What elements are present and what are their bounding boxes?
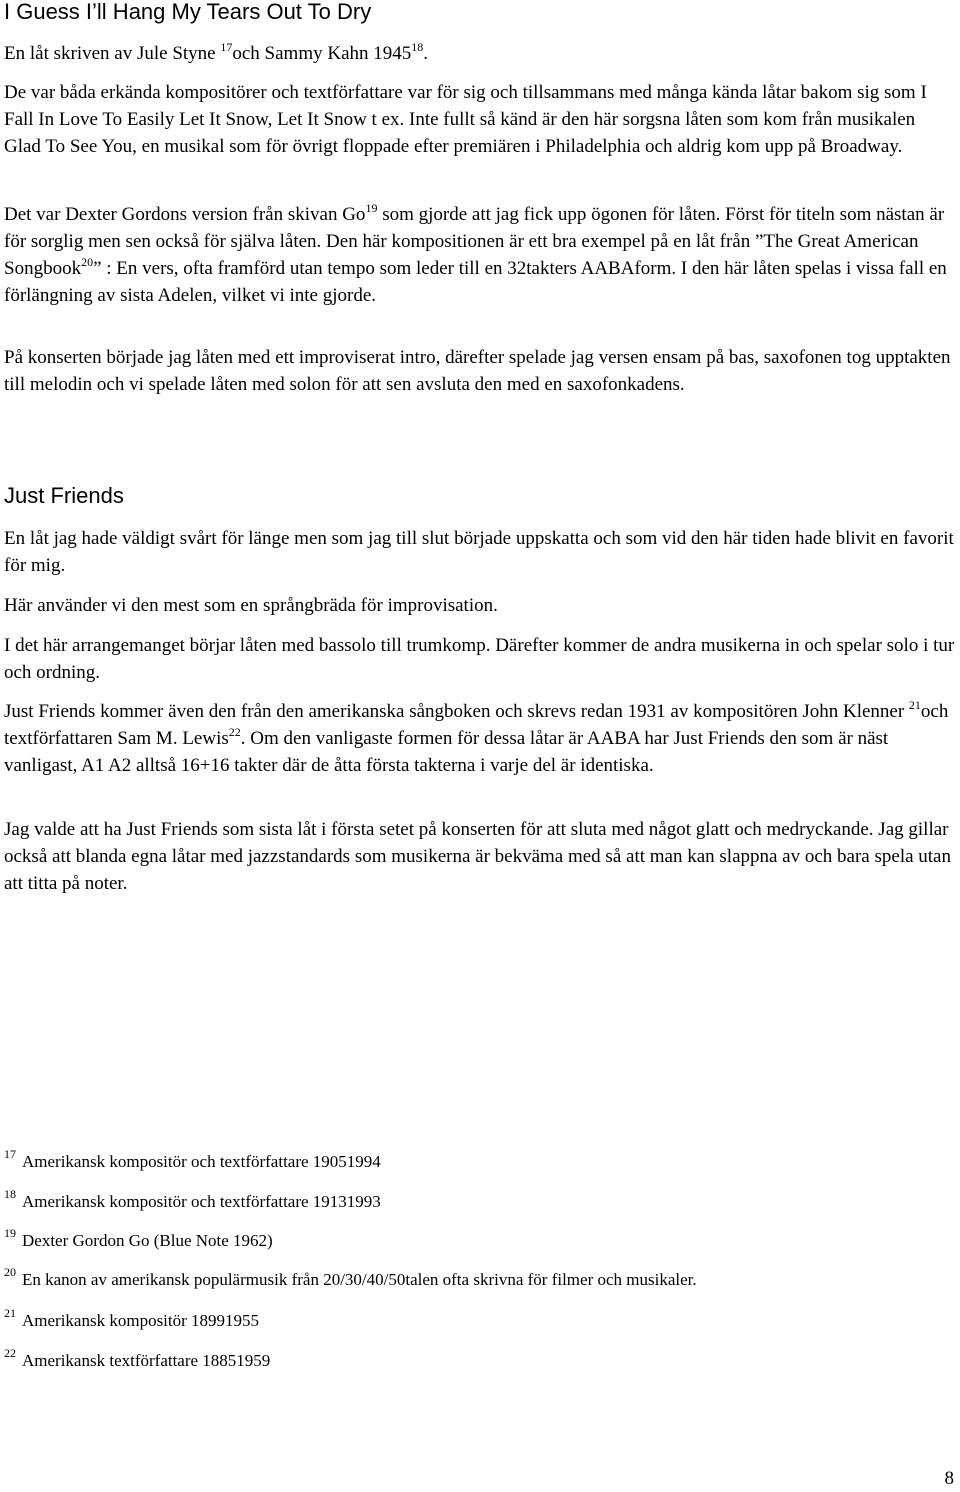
paragraph: På konserten började jag låten med ett improviserat intro, därefter spelade jag versen ensam på bas, saxofonen tog upptakten till melodin och vi spelade låten med solon för att sen avsluta den med en saxofonkadens. [4,347,951,395]
footnote-number: 18 [4,1187,16,1201]
paragraph: De var båda erkända kompositörer och textförfattare var för sig och tillsammans med många kända låtar bakom sig som I Fall In Love To Easily Let It Snow, Let It Snow t ex. Inte fullt så känd är den här sorgsna låten som kom från musikalen Glad To See You, en musikal som för övrigt floppade efter premiären i Philadelphia och aldrig kom upp på Broadway. [4,82,927,157]
intro-text: En låt skriven av Jule Styne [4,43,216,64]
paragraph: Jag valde att ha Just Friends som sista låt i första setet på konserten för att sluta med något glatt och medryckande. Jag gillar också att blanda egna låtar med jazzstandards som musikerna är bekväma med så att man kan slappna av och bara spela utan att titta på noter. [4,819,951,894]
footnote-text: Amerikansk kompositör 18991955 [22,1311,260,1330]
footnote-ref[interactable]: 22 [228,725,241,739]
footnote-text: Dexter Gordon Go (Blue Note 1962) [22,1231,273,1250]
paragraph: En låt jag hade väldigt svårt för länge men som jag till slut började uppskatta och som vid den här tiden hade blivit en favorit för mig. [4,528,954,576]
footnote-ref[interactable]: 20 [81,255,94,269]
paragraph-text: ” : En vers, ofta framförd utan tempo som leder till en 32takters AABAform. I den här låten spelas i vissa fall en förlängning av sista Adelen, vilket vi inte gjorde. [4,258,947,306]
intro-text: . [423,43,429,64]
paragraph-text: . Om den vanligaste formen för dessa låtar är AABA har Just Friends den som är näst vanligast, A1 A2 alltså 16+16 takter där de åtta första takterna i varje del är identiska. [4,728,889,776]
paragraph-text: som gjorde att jag fick upp ögonen för låten. Först för titeln som nästan är för sorglig men sen också för själva låten. Den här kompositionen är ett bra exempel på en låt från ”The Great American Songbook [4,204,945,279]
song-intro [4,40,956,67]
footnote-text: Amerikansk kompositör och textförfattare 19051994 [22,1152,381,1171]
footnote-21 [4,1306,260,1332]
footnote-number: 22 [4,1346,16,1360]
footnote-ref[interactable]: 21 [908,698,921,712]
footnote-ref[interactable]: 19 [365,201,378,215]
footnote-text: Amerikansk textförfattare 18851959 [22,1351,271,1370]
paragraph: I det här arrangemanget börjar låten med bassolo till trumkomp. Därefter kommer de andra musikerna in och spelar solo i tur och ordning. [4,635,955,683]
footnote-number: 21 [4,1306,16,1320]
paragraph: Här använder vi den mest som en språngbräda för improvisation. [4,595,498,616]
intro-text: och Sammy Kahn 1945 [232,43,412,64]
paragraph-text: Just Friends kommer även den från den amerikanska sångboken och skrevs redan 1931 av kompositören John Klenner [4,701,905,722]
footnote-number: 19 [4,1226,16,1240]
paragraph-text: Det var Dexter Gordons version från skivan Go [4,204,366,225]
paragraph-text: och textförfattaren Sam M. Lewis [4,701,949,749]
footnote-20 [4,1265,697,1291]
paragraph [4,201,956,309]
footnote-18 [4,1187,381,1213]
footnote-number: 20 [4,1265,16,1279]
footnote-22 [4,1346,271,1372]
song-heading-2: Just Friends [4,483,124,508]
footnote-text: En kanon av amerikansk populärmusik från 20/30/40/50talen ofta skrivna för filmer och musikaler. [22,1270,697,1289]
footnote-19 [4,1226,273,1252]
footnote-number: 17 [4,1147,16,1161]
song-heading-1: I Guess I’ll Hang My Tears Out To Dry [4,0,372,24]
footnote-text: Amerikansk kompositör och textförfattare 19131993 [22,1192,381,1211]
footnote-17 [4,1147,381,1173]
page-number: 8 [944,1468,954,1489]
paragraph [4,698,956,779]
footnote-ref[interactable]: 18 [411,40,424,54]
footnote-ref[interactable]: 17 [220,40,233,54]
